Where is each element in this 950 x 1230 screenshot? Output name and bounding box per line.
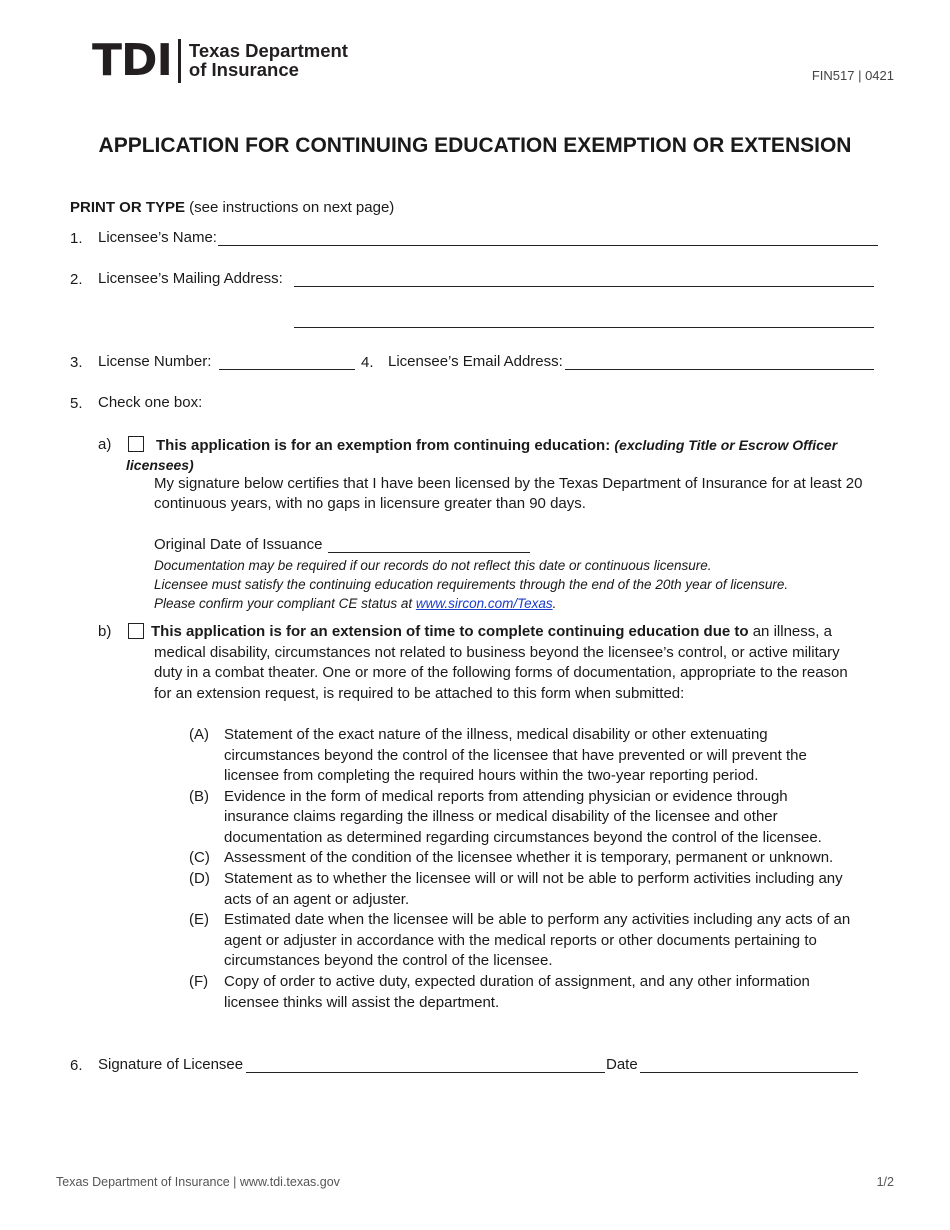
doc-b-line-1: Evidence in the form of medical reports from attending physician or evidence through: [224, 788, 788, 805]
logo-text: [189, 42, 348, 80]
option-b-line-4: for an extension request, is required to be attached to this form when submitted:: [154, 685, 685, 702]
option-a-exclusion-2: licensees): [126, 457, 194, 473]
doc-a-line-1: Statement of the exact nature of the illness, medical disability or other extenuating: [224, 726, 768, 743]
doc-c-label: (C): [189, 849, 210, 866]
original-date-field[interactable]: [328, 552, 530, 553]
field-5-number: 5.: [70, 395, 83, 412]
doc-f-line-1: Copy of order to active duty, expected duration of assignment, and any other information: [224, 973, 810, 990]
page-number: 1/2: [876, 1175, 894, 1189]
field-3-number: 3.: [70, 354, 83, 371]
check-one-box-label: Check one box:: [98, 394, 203, 411]
option-b-line-1: [151, 622, 832, 643]
option-b-letter: b): [98, 623, 112, 640]
email-label: Licensee’s Email Address:: [388, 353, 563, 370]
original-date-label: Original Date of Issuance: [154, 536, 323, 553]
doc-e-line-2: agent or adjuster in accordance with the medical reports or other documents pertaining to: [224, 932, 817, 949]
option-a-exclusion: (excluding Title or Escrow Officer: [614, 437, 838, 453]
doc-d-line-2: acts of an agent or adjuster.: [224, 891, 410, 908]
logo-divider: [178, 39, 181, 83]
field-4-number: 4.: [361, 354, 374, 371]
signature-label: Signature of Licensee: [98, 1056, 244, 1073]
field-6-number: 6.: [70, 1057, 83, 1074]
option-b-line-2: medical disability, circumstances not related to business beyond the licensee’s control, or active military: [154, 644, 840, 661]
doc-d-label: (D): [189, 870, 210, 887]
signature-date-label: Date: [606, 1056, 638, 1073]
option-a-body-1: My signature below certifies that I have been licensed by the Texas Department of Insurance for at least 20: [154, 475, 863, 492]
field-1-number: 1.: [70, 230, 83, 247]
doc-e-label: (E): [189, 911, 209, 928]
option-b-line-3: duty in a combat theater. One or more of the following forms of documentation, appropriate to the reason: [154, 664, 848, 681]
print-instruction-bold: PRINT OR TYPE: [70, 199, 186, 216]
doc-e-line-3: circumstances beyond the control of the licensee.: [224, 952, 553, 969]
doc-b-line-2: insurance claims regarding the illness or medical disability of the licensee and other: [224, 808, 778, 825]
doc-d-line-1: Statement as to whether the licensee will or will not be able to perform activities including any: [224, 870, 843, 887]
footer-text: Texas Department of Insurance | www.tdi.texas.gov: [56, 1175, 340, 1189]
tdi-logo: [92, 35, 348, 86]
license-number-label: License Number:: [98, 353, 212, 370]
extension-checkbox[interactable]: [128, 623, 144, 639]
email-field[interactable]: [565, 369, 874, 370]
license-number-field[interactable]: [219, 369, 355, 370]
note-3-text: Please confirm your compliant CE status at: [154, 596, 416, 611]
note-3: [154, 594, 556, 613]
doc-e-line-1: Estimated date when the licensee will be able to perform any activities including any acts of an: [224, 911, 851, 928]
signature-field[interactable]: [246, 1072, 605, 1073]
doc-f-label: (F): [189, 973, 209, 990]
form-number: FIN517 | 0421: [811, 68, 894, 83]
signature-date-field[interactable]: [640, 1072, 858, 1073]
licensee-name-field[interactable]: [218, 245, 878, 246]
option-a-heading: [156, 435, 837, 457]
mailing-address-field[interactable]: [294, 286, 874, 287]
doc-a-label: (A): [189, 726, 209, 743]
field-2-number: 2.: [70, 271, 83, 288]
doc-a-line-2: circumstances beyond the control of the licensee that have prevented or will prevent the: [224, 747, 807, 764]
option-a-letter: a): [98, 436, 112, 453]
option-b-rest: an illness, a: [748, 623, 832, 640]
note-3-end: .: [552, 596, 557, 611]
option-b-bold: This application is for an extension of time to complete continuing education due to: [151, 623, 749, 640]
sircon-link[interactable]: www.sircon.com/Texas: [415, 596, 553, 611]
doc-f-line-2: licensee thinks will assist the department.: [224, 994, 500, 1011]
licensee-name-label: Licensee’s Name:: [98, 229, 217, 246]
logo-line-2: of Insurance: [188, 59, 299, 80]
logo-line-1: Texas Department: [188, 40, 348, 62]
logo-mark: TDI: [92, 35, 172, 86]
option-a-body-2: continuous years, with no gaps in licensure greater than 90 days.: [154, 495, 586, 512]
note-2: Licensee must satisfy the continuing education requirements through the end of the 20th year of licensure.: [154, 577, 789, 592]
print-instruction: [70, 198, 394, 219]
doc-c-line-1: Assessment of the condition of the licensee whether it is temporary, permanent or unknown.: [224, 849, 834, 866]
option-a-bold: This application is for an exemption from continuing education:: [156, 437, 611, 454]
note-1: Documentation may be required if our records do not reflect this date or continuous licensure.: [154, 558, 712, 573]
page-title: APPLICATION FOR CONTINUING EDUCATION EXEMPTION OR EXTENSION: [98, 134, 852, 157]
doc-b-line-3: documentation as determined regarding circumstances beyond the control of the licensee.: [224, 829, 822, 846]
doc-a-line-3: licensee from completing the required hours within the two-year reporting period.: [224, 767, 759, 784]
exemption-checkbox[interactable]: [128, 436, 144, 452]
mailing-address-field-2[interactable]: [294, 327, 874, 328]
doc-b-label: (B): [189, 788, 209, 805]
mailing-address-label: Licensee’s Mailing Address:: [98, 270, 283, 287]
print-instruction-rest: (see instructions on next page): [185, 199, 395, 216]
